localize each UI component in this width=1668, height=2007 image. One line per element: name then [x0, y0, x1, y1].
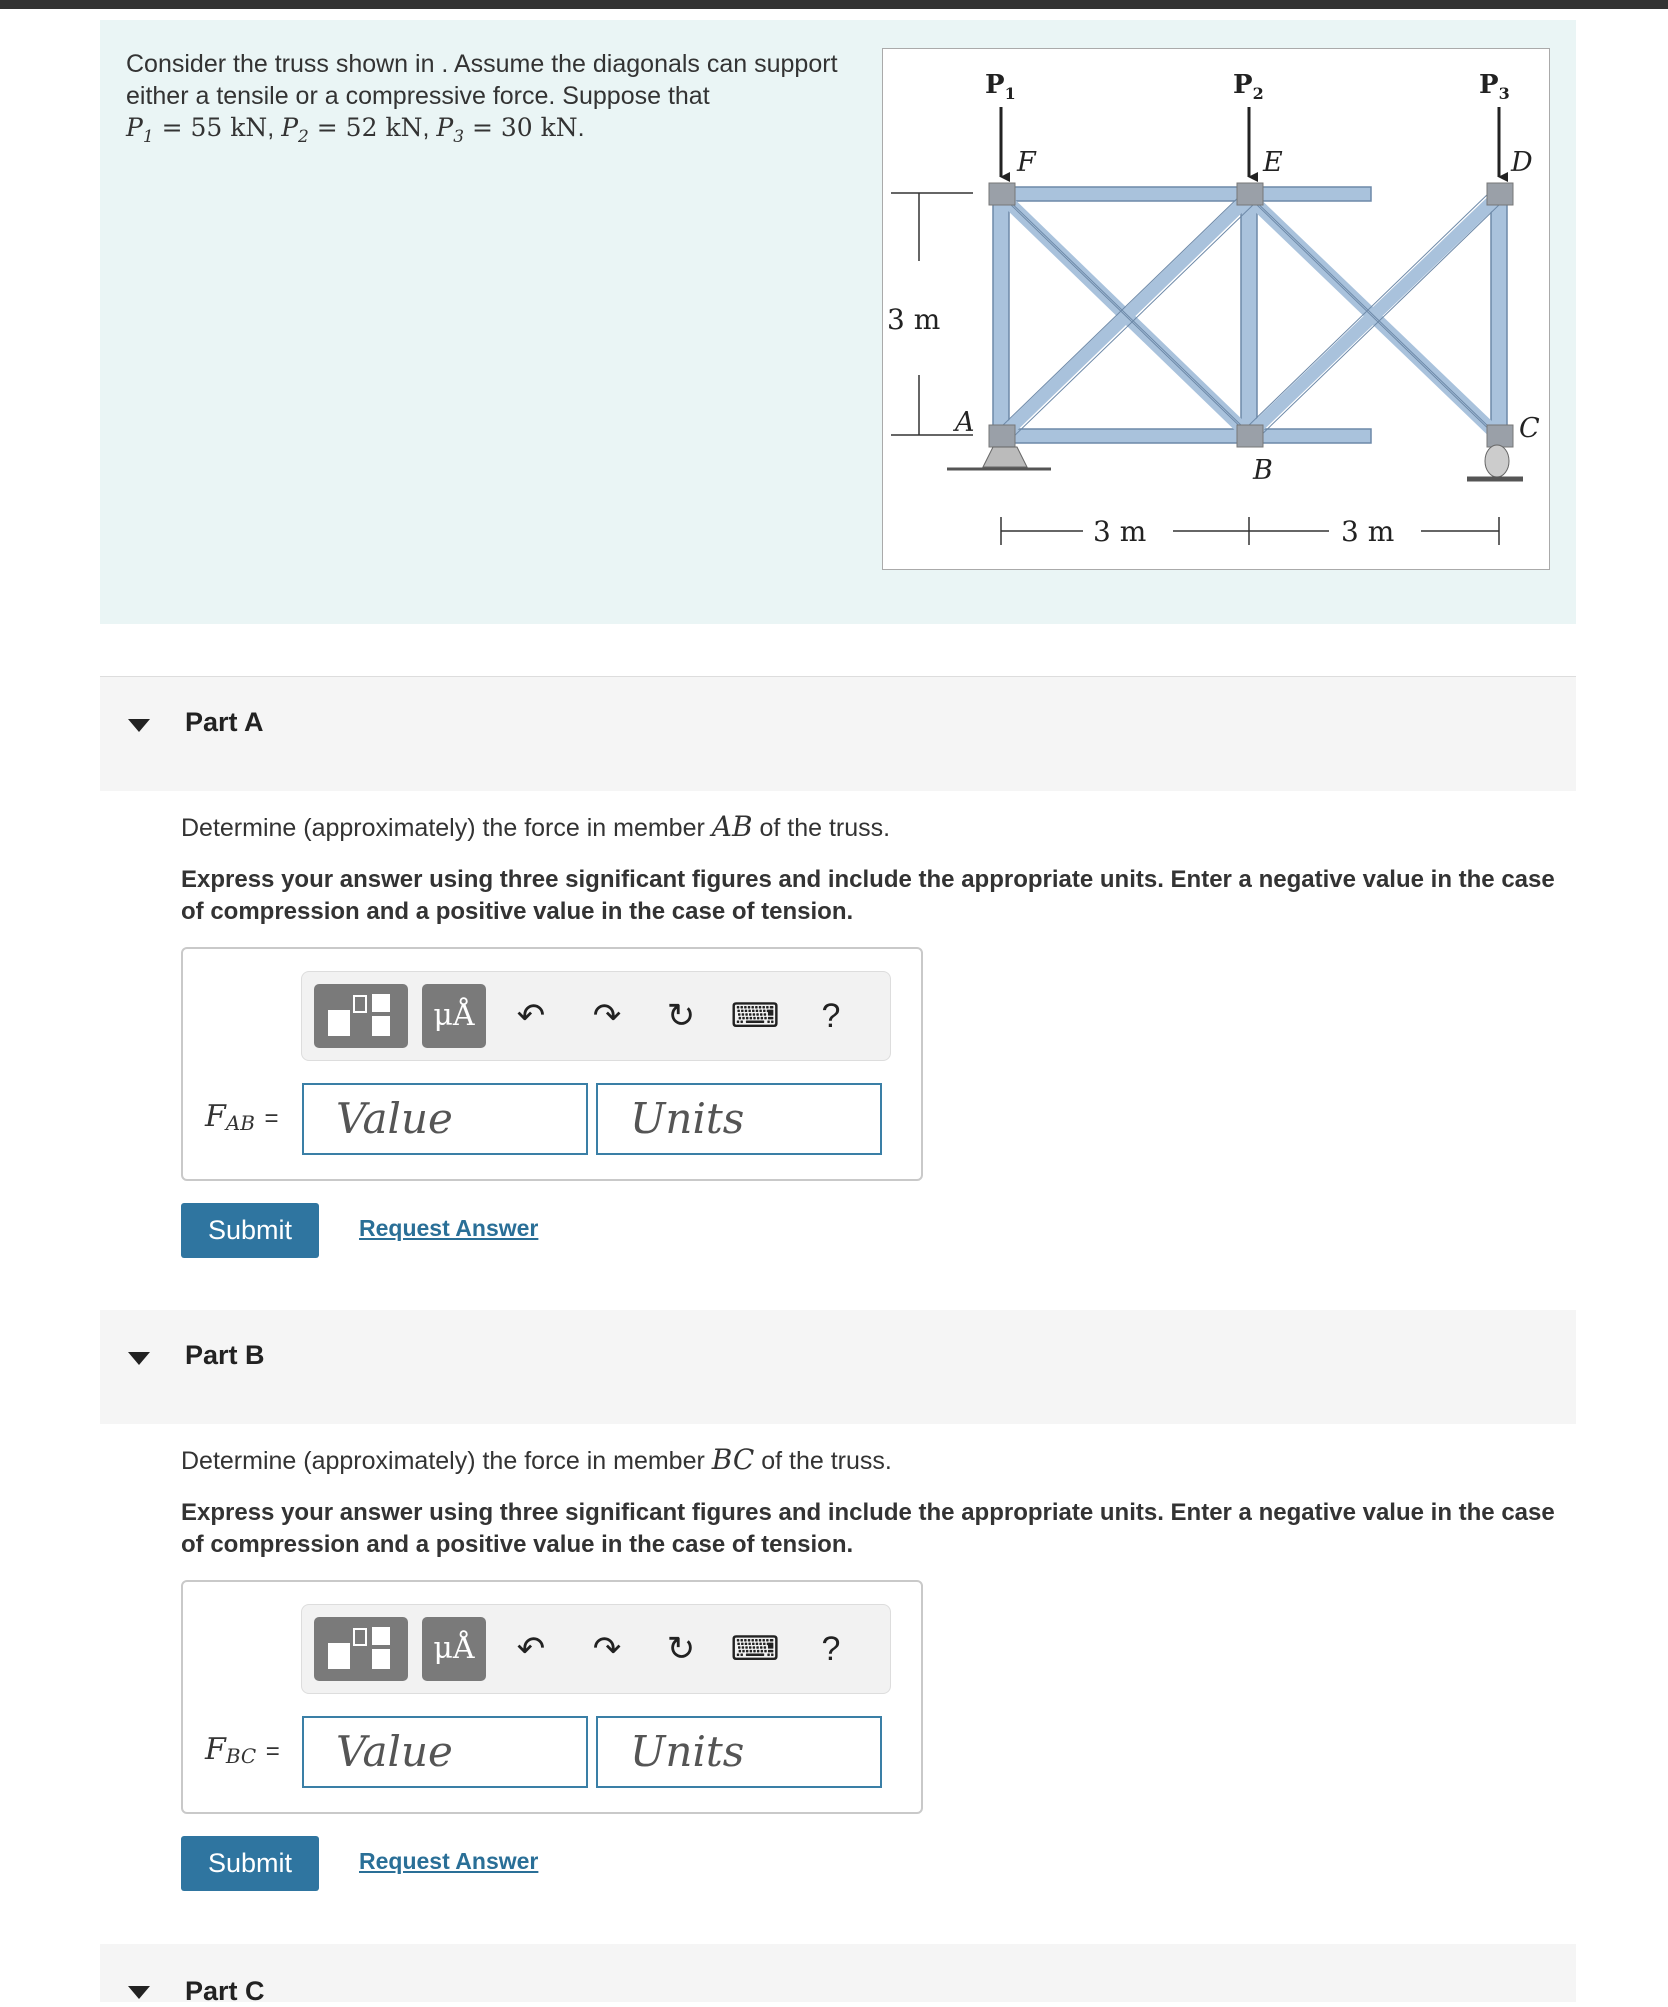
- p1-symbol: $P_1$: [126, 113, 154, 147]
- top-bar: [0, 0, 1668, 9]
- bottom-chord: [993, 429, 1371, 443]
- span-dimension-left: 3 m: [1093, 515, 1147, 548]
- load-label-p2: $P_2$: [1233, 70, 1264, 103]
- math-toolbar: [301, 1604, 891, 1694]
- keyboard-icon[interactable]: ⌨: [730, 997, 780, 1035]
- member-ab: AB: [711, 810, 753, 843]
- part-b-answer-box: [181, 1580, 923, 1814]
- part-b-instruction: Express your answer using three significant figures and include the appropriate units. Enter a negative value in the case of compression and a positive value in the case of tension.: [181, 1499, 1555, 1558]
- pin-support-a: [947, 447, 1051, 469]
- units-input[interactable]: Units: [596, 1716, 882, 1788]
- p3-symbol: $P_3$: [436, 113, 465, 147]
- problem-statement: Consider the truss shown in . Assume the diagonals can support either a tensile or a compressive force. Suppose that $P_1 = 55$ kN, $P_2 = 52$ kN, $P_3 = 30$ kN.: [126, 50, 838, 147]
- p2-symbol: $P_2$: [281, 113, 309, 147]
- part-a-question: Determine (approximately) the force in member AB of the truss.: [181, 810, 891, 843]
- reset-icon[interactable]: ↻: [666, 997, 696, 1035]
- templates-icon[interactable]: [314, 984, 408, 1048]
- right-vertical: [1491, 187, 1507, 443]
- reset-icon[interactable]: ↻: [666, 1630, 696, 1668]
- truss-members: [993, 187, 1507, 443]
- load-arrows: [1001, 107, 1499, 177]
- keyboard-icon[interactable]: ⌨: [730, 1630, 780, 1668]
- middle-vertical: [1241, 187, 1257, 443]
- math-toolbar: [301, 971, 891, 1061]
- height-dimension: 3 m: [887, 303, 941, 336]
- symbols-button[interactable]: μÅ: [422, 984, 486, 1048]
- collapse-triangle-icon[interactable]: [128, 1986, 150, 1999]
- load-label-p3: $P_3$: [1479, 70, 1510, 103]
- symbols-button[interactable]: μÅ: [422, 1617, 486, 1681]
- left-vertical: [993, 187, 1009, 443]
- part-a-instruction: Express your answer using three significant figures and include the appropriate units. Enter a negative value in the case of compression and a positive value in the case of tension.: [181, 866, 1555, 925]
- node-label-b: B: [1253, 455, 1273, 486]
- part-b-submit-button[interactable]: Submit: [181, 1836, 319, 1891]
- member-bc: BC: [711, 1443, 755, 1476]
- value-input[interactable]: Value: [302, 1716, 588, 1788]
- f-bc-label: $F_{BC}$ =: [205, 1732, 280, 1768]
- f-ab-label: $F_{AB}$ =: [205, 1099, 279, 1135]
- problem-intro-text: Consider the truss shown in . Assume the diagonals can support either a tensile or a compressive force. Suppose that: [126, 50, 838, 110]
- collapse-triangle-icon[interactable]: [128, 719, 150, 732]
- part-b-request-answer-link[interactable]: Request Answer: [359, 1848, 539, 1874]
- node-label-a: A: [955, 407, 975, 438]
- roller-support-c: [1467, 445, 1523, 479]
- node-label-e: E: [1263, 147, 1283, 178]
- node-label-c: C: [1519, 413, 1540, 444]
- load-label-p1: $P_1$: [985, 70, 1016, 103]
- redo-icon[interactable]: ↷: [592, 997, 622, 1035]
- truss-figure: [882, 48, 1550, 570]
- p1-value: = 55 kN: [153, 113, 268, 142]
- undo-icon[interactable]: ↶: [516, 1630, 546, 1668]
- node-label-f: F: [1017, 147, 1036, 178]
- p2-value: = 52 kN: [308, 113, 423, 142]
- part-a-submit-button[interactable]: Submit: [181, 1203, 319, 1258]
- help-icon[interactable]: ?: [821, 1630, 841, 1668]
- value-input[interactable]: Value: [302, 1083, 588, 1155]
- help-icon[interactable]: ?: [821, 997, 841, 1035]
- part-a-title: Part A: [185, 707, 264, 737]
- span-dimension-right: 3 m: [1341, 515, 1395, 548]
- load-labels: [985, 70, 1510, 103]
- part-b-question: Determine (approximately) the force in member BC of the truss.: [181, 1443, 892, 1476]
- units-input[interactable]: Units: [596, 1083, 882, 1155]
- redo-icon[interactable]: ↷: [592, 1630, 622, 1668]
- collapse-triangle-icon[interactable]: [128, 1352, 150, 1365]
- undo-icon[interactable]: ↶: [516, 997, 546, 1035]
- part-b-title: Part B: [185, 1340, 265, 1370]
- problem-panel: [100, 20, 1576, 624]
- top-chord: [993, 187, 1371, 201]
- part-a-request-answer-link[interactable]: Request Answer: [359, 1215, 539, 1241]
- node-label-d: D: [1511, 147, 1533, 178]
- part-c-title: Part C: [185, 1976, 265, 2006]
- p3-value: = 30 kN: [464, 113, 578, 142]
- templates-icon[interactable]: [314, 1617, 408, 1681]
- part-a-answer-box: [181, 947, 923, 1181]
- truss-diagram: [883, 49, 1549, 569]
- part-b-header[interactable]: [100, 1310, 1576, 1424]
- part-c-header[interactable]: [100, 1944, 1576, 2006]
- part-a-header[interactable]: [100, 677, 1576, 791]
